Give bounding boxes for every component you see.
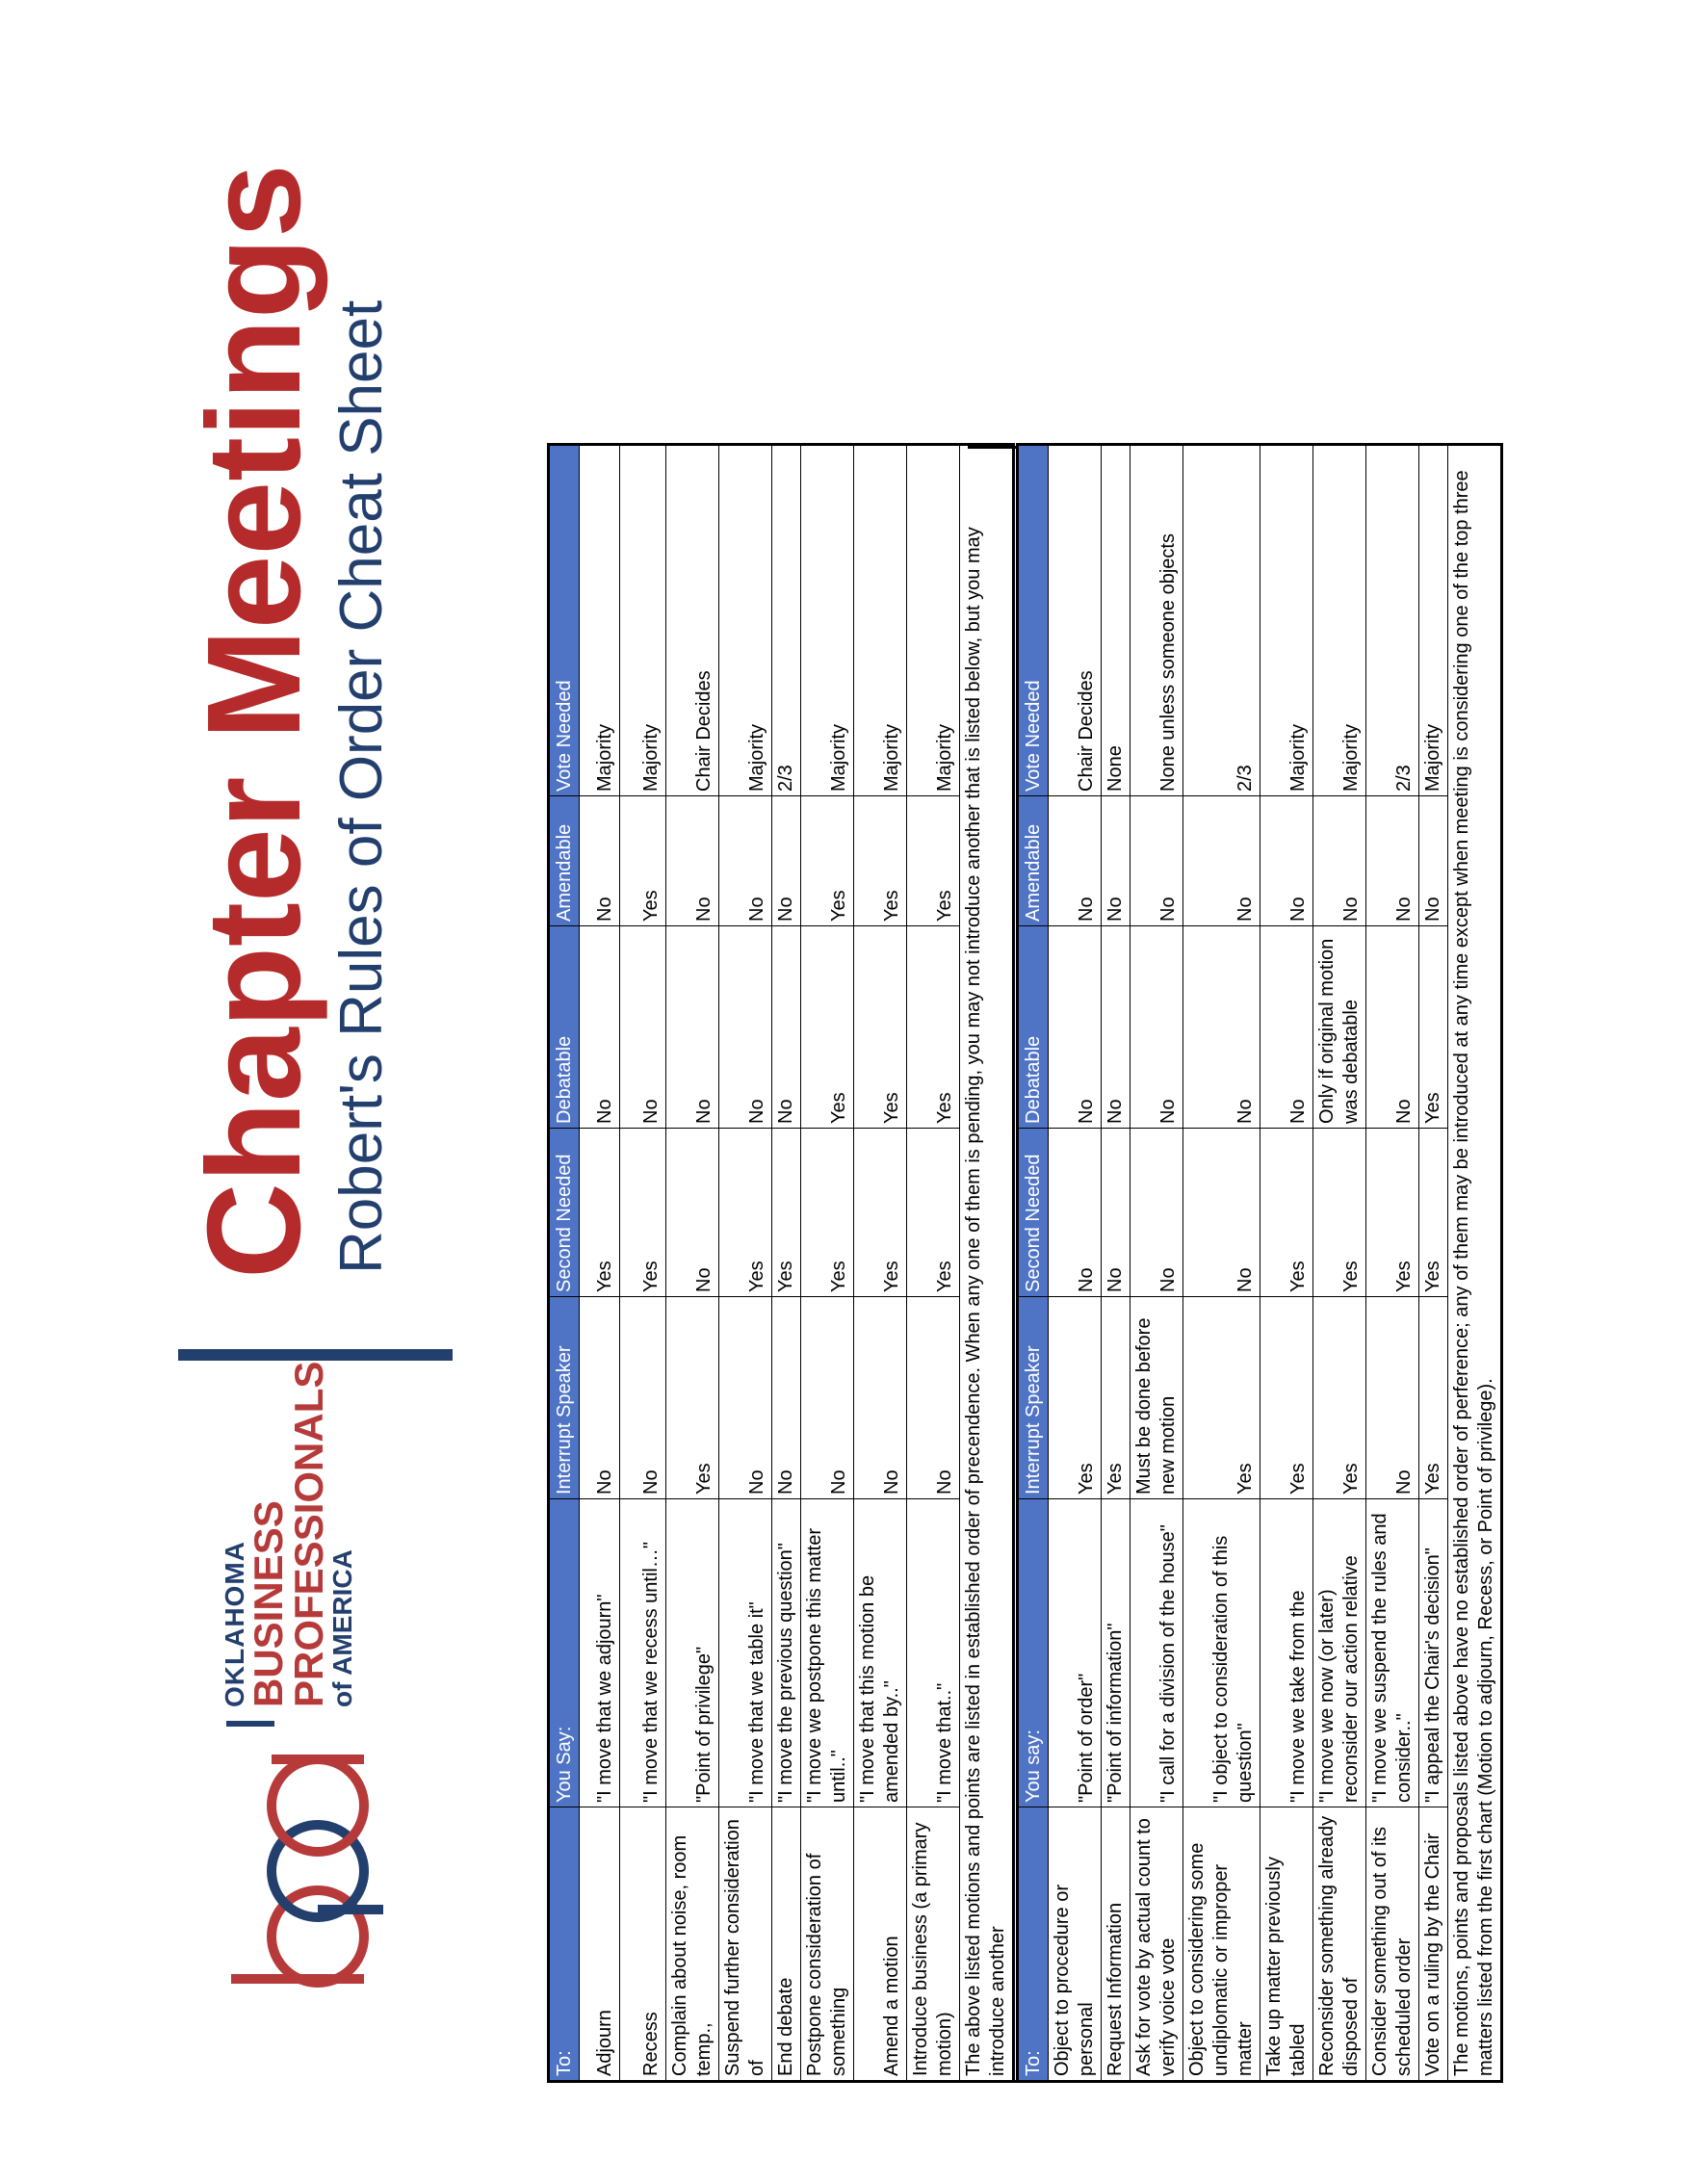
table-cell: Yes bbox=[1260, 1297, 1313, 1499]
table-cell: Majority bbox=[1260, 445, 1313, 796]
table-cell: "I appeal the Chair's decision" bbox=[1419, 1499, 1448, 1807]
page-subtitle: Robert's Rules of Order Cheat Sheet bbox=[328, 299, 395, 1274]
table2-note: The motions, points and proposals listed above have no established order of perference; any of them may be introduced at any time except when meeting is considering one of the top three matters listed from the first chart (Motion to adjourn, Recess, or Point of privilege). bbox=[1448, 445, 1502, 2082]
column-header: Vote Needed bbox=[549, 445, 580, 796]
table-cell: Amend a motion bbox=[854, 1807, 907, 2082]
column-header: You Say: bbox=[549, 1499, 580, 1807]
table-cell: No bbox=[1419, 796, 1448, 926]
column-header: Second Needed bbox=[549, 1129, 580, 1297]
org-line-1: OKLAHOMA bbox=[220, 1541, 249, 1707]
column-header: You say: bbox=[1018, 1499, 1049, 1807]
table-cell: Yes bbox=[1260, 1129, 1313, 1297]
table-cell: Take up matter previously tabled bbox=[1260, 1807, 1313, 2082]
table-cell: Yes bbox=[907, 1129, 960, 1297]
table-cell: Yes bbox=[1419, 1129, 1448, 1297]
motions-table bbox=[547, 443, 1015, 2083]
table-cell: No bbox=[772, 926, 801, 1129]
table-cell: "I move that we recess until…" bbox=[620, 1499, 666, 1807]
table-cell: No bbox=[1366, 926, 1419, 1129]
table1-note: The above listed motions and points are listed in established order of precendence. When any one of them is pending, you may not introduce another that is listed below, but you may introduce another bbox=[960, 445, 1014, 2082]
table-cell: No bbox=[1183, 926, 1260, 1129]
table-cell: No bbox=[1049, 796, 1102, 926]
column-header: Debatable bbox=[1018, 926, 1049, 1129]
table-cell: "Point of information" bbox=[1102, 1499, 1130, 1807]
page-title: Chapter Meetings bbox=[180, 164, 328, 1279]
table-cell: Yes bbox=[620, 796, 666, 926]
table-cell: No bbox=[580, 1297, 620, 1499]
table-note-row bbox=[1448, 445, 1502, 2082]
table-cell: No bbox=[801, 1297, 854, 1499]
table-cell: "I move that we adjourn" bbox=[580, 1499, 620, 1807]
org-line-2: BUSINESS bbox=[246, 1500, 291, 1707]
table-cell: Yes bbox=[1313, 1297, 1366, 1499]
table-row bbox=[666, 445, 719, 2082]
table-cell: Yes bbox=[801, 796, 854, 926]
table-cell: Majority bbox=[1419, 445, 1448, 796]
table-cell: "I move we postpone this matter until.." bbox=[801, 1499, 854, 1807]
column-header: Debatable bbox=[549, 926, 580, 1129]
table-cell: Yes bbox=[580, 1129, 620, 1297]
table-cell: Yes bbox=[1366, 1129, 1419, 1297]
table-cell: 2/3 bbox=[1366, 445, 1419, 796]
table-cell: Complain about noise, room temp., bbox=[666, 1807, 719, 2082]
table-cell: Object to considering some undiplomatic or improper matter bbox=[1183, 1807, 1260, 2082]
table-cell: No bbox=[1049, 926, 1102, 1129]
table-gap bbox=[968, 446, 1016, 2083]
org-line-4: of AMERICA bbox=[327, 1549, 357, 1707]
table-row bbox=[1102, 445, 1130, 2082]
table-cell: Yes bbox=[719, 1129, 772, 1297]
table-cell: "I call for a division of the house" bbox=[1130, 1499, 1183, 1807]
table-cell: Reconsider something already disposed of bbox=[1313, 1807, 1366, 2082]
table-cell: Only if original motion was debatable bbox=[1313, 926, 1366, 1129]
table-cell: Yes bbox=[907, 926, 960, 1129]
table-cell: No bbox=[907, 1297, 960, 1499]
table-cell: Yes bbox=[1102, 1297, 1130, 1499]
table-cell: Yes bbox=[801, 926, 854, 1129]
table-cell: No bbox=[854, 1297, 907, 1499]
table-cell: No bbox=[1102, 1129, 1130, 1297]
table-row bbox=[1419, 445, 1448, 2082]
table-cell: "Point of privilege" bbox=[666, 1499, 719, 1807]
table-cell: No bbox=[580, 796, 620, 926]
table-cell: No bbox=[1130, 1129, 1183, 1297]
table-cell: Yes bbox=[801, 1129, 854, 1297]
table-cell: Yes bbox=[1419, 926, 1448, 1129]
table-cell: Majority bbox=[719, 445, 772, 796]
table-cell: No bbox=[1366, 1297, 1419, 1499]
table-row bbox=[772, 445, 801, 2082]
table-cell: Yes bbox=[666, 1297, 719, 1499]
table-cell: No bbox=[1102, 796, 1130, 926]
table-cell: "I object to consideration of this question" bbox=[1183, 1499, 1260, 1807]
table-cell: No bbox=[772, 796, 801, 926]
table-cell: Recess bbox=[620, 1807, 666, 2082]
table-cell: No bbox=[1049, 1129, 1102, 1297]
table-cell: Yes bbox=[772, 1129, 801, 1297]
table-cell: None bbox=[1102, 445, 1130, 796]
table-cell: No bbox=[1102, 926, 1130, 1129]
column-header: Interrupt Speaker bbox=[549, 1297, 580, 1499]
table-cell: Majority bbox=[801, 445, 854, 796]
table-row bbox=[1366, 445, 1419, 2082]
points-table bbox=[1016, 443, 1503, 2083]
table-cell: End debate bbox=[772, 1807, 801, 2082]
table-cell: "I move we suspend the rules and consider.." bbox=[1366, 1499, 1419, 1807]
table-cell: "I move that this motion be amended by.." bbox=[854, 1499, 907, 1807]
table-cell: Majority bbox=[1313, 445, 1366, 796]
table-row bbox=[719, 445, 772, 2082]
bpa-logo bbox=[212, 1746, 385, 1996]
table-row bbox=[1049, 445, 1102, 2082]
table-row bbox=[1260, 445, 1313, 2082]
table-cell: "Point of order" bbox=[1049, 1499, 1102, 1807]
table-row bbox=[907, 445, 960, 2082]
table-cell: Majority bbox=[620, 445, 666, 796]
table-cell: Postpone consideration of something bbox=[801, 1807, 854, 2082]
table-cell: No bbox=[1183, 796, 1260, 926]
table-cell: No bbox=[666, 1129, 719, 1297]
header-divider bbox=[178, 1349, 453, 1361]
column-header: Amendable bbox=[1018, 796, 1049, 926]
table-cell: Yes bbox=[1313, 1129, 1366, 1297]
column-header: Second Needed bbox=[1018, 1129, 1049, 1297]
table-cell: Yes bbox=[1419, 1297, 1448, 1499]
table-cell: Request Information bbox=[1102, 1807, 1130, 2082]
table-cell: Yes bbox=[1049, 1297, 1102, 1499]
table-cell: Chair Decides bbox=[666, 445, 719, 796]
table-row bbox=[580, 445, 620, 2082]
table-cell: No bbox=[620, 1297, 666, 1499]
table-cell: No bbox=[1366, 796, 1419, 926]
table-cell: Ask for vote by actual count to verify voice vote bbox=[1130, 1807, 1183, 2082]
table-cell: No bbox=[666, 926, 719, 1129]
table-cell: No bbox=[719, 796, 772, 926]
table-cell: Suspend further consideration of bbox=[719, 1807, 772, 2082]
table-cell: Yes bbox=[854, 1129, 907, 1297]
table-cell: Adjourn bbox=[580, 1807, 620, 2082]
table-cell: Majority bbox=[580, 445, 620, 796]
table-cell: Majority bbox=[907, 445, 960, 796]
table-cell: No bbox=[666, 796, 719, 926]
table-cell: No bbox=[1260, 796, 1313, 926]
org-line-3: PROFESSIONALS bbox=[286, 1361, 331, 1707]
table-cell: Consider something out of its scheduled order bbox=[1366, 1807, 1419, 2082]
column-header: Interrupt Speaker bbox=[1018, 1297, 1049, 1499]
table-cell: No bbox=[620, 926, 666, 1129]
table-header-row bbox=[1018, 445, 1049, 2082]
table-cell: Must be done before new motion bbox=[1130, 1297, 1183, 1499]
table-row bbox=[1130, 445, 1183, 2082]
table-cell: No bbox=[772, 1297, 801, 1499]
table-cell: Chair Decides bbox=[1049, 445, 1102, 796]
table-cell: No bbox=[580, 926, 620, 1129]
table-cell: Yes bbox=[854, 926, 907, 1129]
table-cell: No bbox=[719, 1297, 772, 1499]
table-cell: Majority bbox=[854, 445, 907, 796]
table-cell: "I move we take from the bbox=[1260, 1499, 1313, 1807]
table-cell: No bbox=[1260, 926, 1313, 1129]
table-cell: Yes bbox=[1183, 1297, 1260, 1499]
table-cell: No bbox=[1130, 926, 1183, 1129]
column-header: Amendable bbox=[549, 796, 580, 926]
table-header-row bbox=[549, 445, 580, 2082]
table-cell: Yes bbox=[620, 1129, 666, 1297]
table-cell: No bbox=[1130, 796, 1183, 926]
table-cell: Vote on a ruling by the Chair bbox=[1419, 1807, 1448, 2082]
table-row bbox=[620, 445, 666, 2082]
logo-a-bowl bbox=[272, 1759, 364, 1852]
table-row bbox=[801, 445, 854, 2082]
table-cell: "I move the previous question" bbox=[772, 1499, 801, 1807]
table-row bbox=[854, 445, 907, 2082]
table-cell: Yes bbox=[854, 796, 907, 926]
table-cell: 2/3 bbox=[772, 445, 801, 796]
org-name bbox=[221, 1362, 356, 1707]
table-cell: 2/3 bbox=[1183, 445, 1260, 796]
logo-divider bbox=[226, 1721, 274, 1727]
table-row bbox=[1183, 445, 1260, 2082]
column-header: To: bbox=[549, 1807, 580, 2082]
table-cell: Yes bbox=[907, 796, 960, 926]
table-cell: No bbox=[1313, 796, 1366, 926]
column-header: Vote Needed bbox=[1018, 445, 1049, 796]
table-row bbox=[1313, 445, 1366, 2082]
table-cell: No bbox=[719, 926, 772, 1129]
column-header: To: bbox=[1018, 1807, 1049, 2082]
table-cell: "I move we now (or later) reconsider our action relative bbox=[1313, 1499, 1366, 1807]
table-cell: None unless someone objects bbox=[1130, 445, 1183, 796]
table-cell: "I move that we table it" bbox=[719, 1499, 772, 1807]
table-cell: Introduce business (a primary motion) bbox=[907, 1807, 960, 2082]
table-cell: Object to procedure or personal bbox=[1049, 1807, 1102, 2082]
table-cell: No bbox=[1183, 1129, 1260, 1297]
table-cell: "I move that.." bbox=[907, 1499, 960, 1807]
